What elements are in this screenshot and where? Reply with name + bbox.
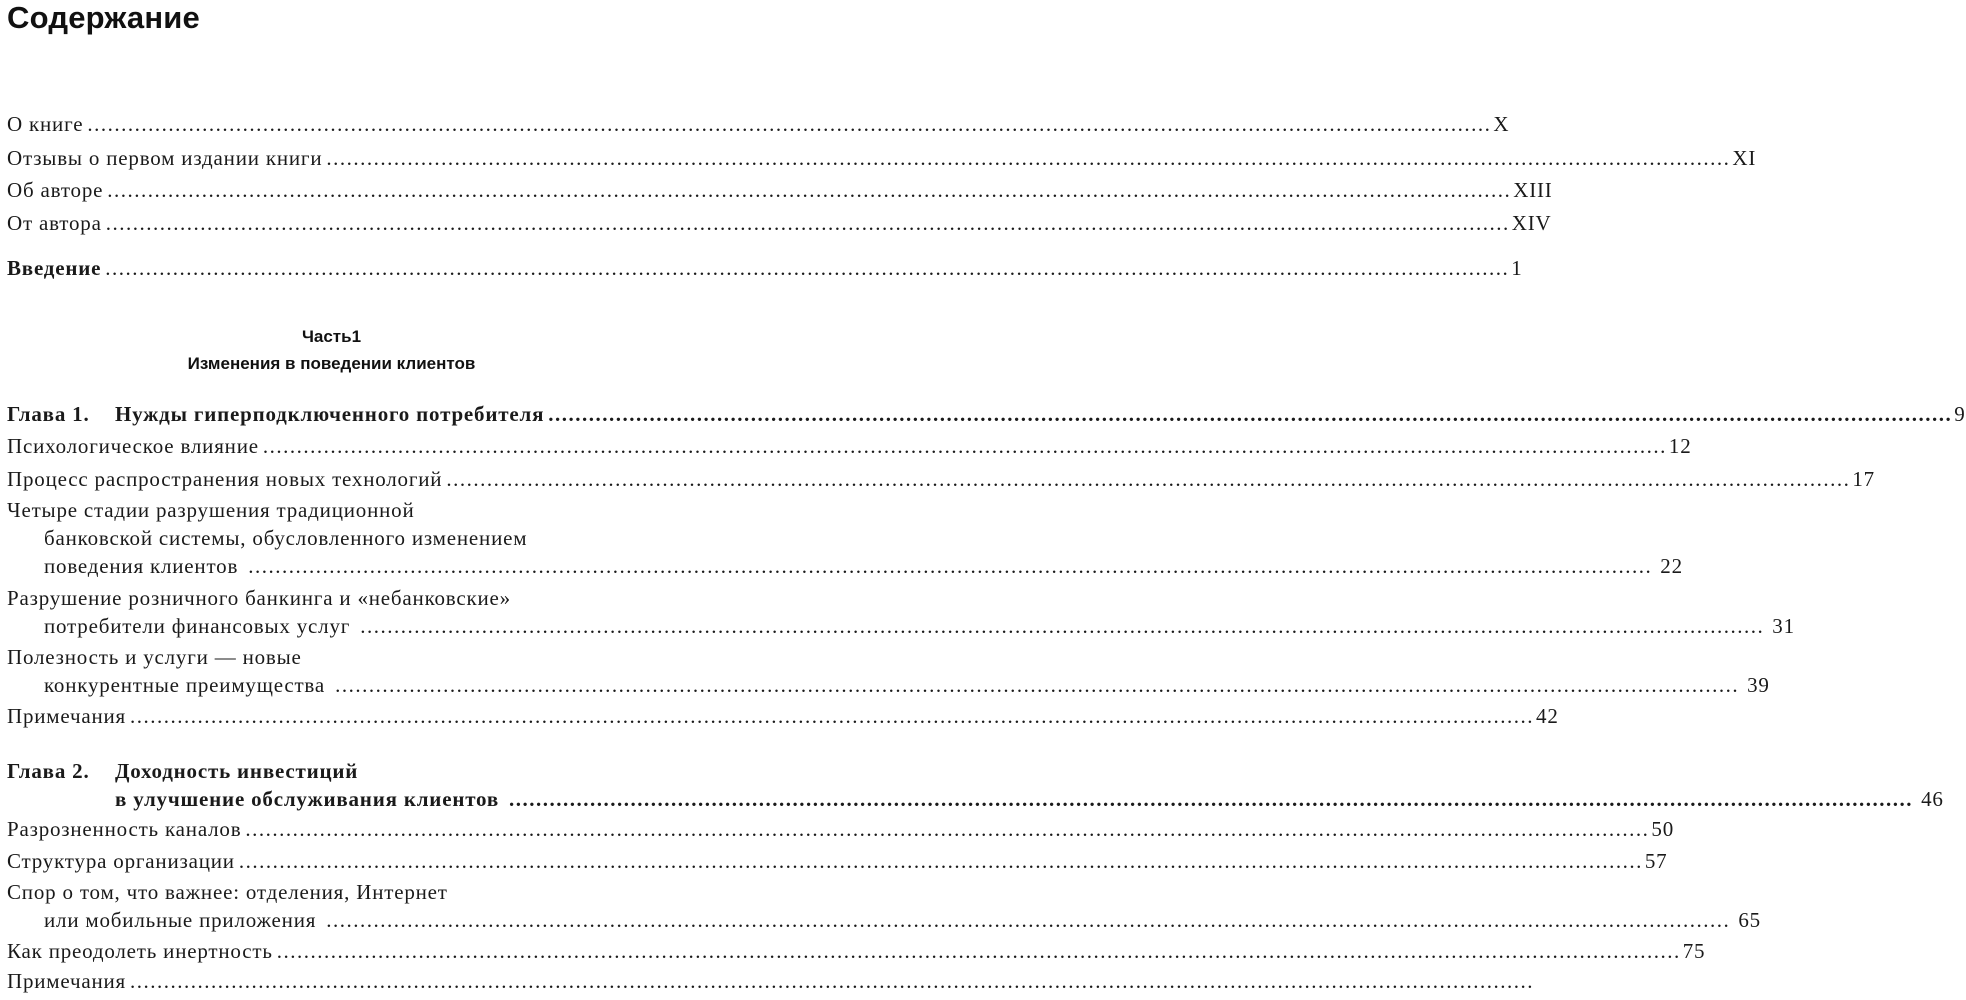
toc-entry-section[interactable] <box>7 643 1770 699</box>
page-title: Содержание <box>7 0 200 35</box>
toc-entry-section[interactable] <box>7 432 1692 460</box>
toc-entry-title: Примечания <box>7 969 127 993</box>
toc-page-number: 39 <box>1747 673 1770 697</box>
toc-entry-title: Введение <box>7 256 102 280</box>
toc-page-number: 17 <box>1852 467 1875 491</box>
toc-entry-title-line: или мобильные приложения <box>44 908 317 932</box>
chapter-title: Нужды гиперподключенного потребителя <box>115 402 545 426</box>
toc-entry-about-book[interactable] <box>7 110 1510 138</box>
chapter-number: Глава 1. <box>7 402 90 426</box>
toc-entry-title-line: Четыре стадии разрушения традиционной <box>7 498 415 522</box>
dot-leader <box>326 908 1730 932</box>
toc-entry-title-line: конкурентные преимущества <box>44 673 325 697</box>
toc-page-number: 65 <box>1738 908 1761 932</box>
toc-entry-section[interactable] <box>7 815 1675 843</box>
dot-leader <box>509 787 1913 811</box>
dot-leader <box>107 176 1511 204</box>
toc-entry-title: Примечания <box>7 704 127 728</box>
toc-entry-section[interactable] <box>7 847 1668 875</box>
toc-entry-title: О книге <box>7 112 84 136</box>
dot-leader <box>105 254 1509 282</box>
toc-entry-title: Структура организации <box>7 849 235 873</box>
part-label: Часть1 <box>301 327 362 346</box>
toc-page-number: 22 <box>1660 554 1683 578</box>
toc-entry-title: Как преодолеть инертность <box>7 939 273 963</box>
toc-entry-reviews[interactable] <box>7 144 1757 172</box>
toc-page-number: 31 <box>1772 614 1795 638</box>
toc-page-number: 46 <box>1921 787 1944 811</box>
dot-leader <box>548 400 1952 428</box>
toc-entry-title: Отзывы о первом издании книги <box>7 146 323 170</box>
dot-leader <box>106 209 1510 237</box>
toc-page-number: 75 <box>1682 939 1706 963</box>
dot-leader <box>130 967 1534 995</box>
toc-page-number: 42 <box>1536 704 1559 728</box>
toc-entry-section[interactable] <box>7 465 1875 493</box>
toc-entry-chapter-1[interactable] <box>7 400 1966 428</box>
toc-entry-title: Об авторе <box>7 178 104 202</box>
toc-page-number: 12 <box>1668 434 1692 458</box>
toc-entry-title-line: Разрушение розничного банкинга и «небанковские» <box>7 586 511 610</box>
toc-entry-title: Процесс распространения новых технологий <box>7 467 443 491</box>
dot-leader <box>245 815 1649 843</box>
toc-entry-title-line: потребители финансовых услуг <box>44 614 351 638</box>
toc-entry-title-line: банковской системы, обусловленного изменением <box>44 526 528 550</box>
toc-page-number: XIV <box>1511 211 1552 235</box>
dot-leader <box>446 465 1850 493</box>
toc-page-number: 50 <box>1651 817 1675 841</box>
toc-page-number: XI <box>1732 146 1757 170</box>
toc-entry-title: Психологическое влияние <box>7 434 259 458</box>
toc-page-number: 1 <box>1511 256 1523 280</box>
chapter-number: Глава 2. <box>7 759 90 783</box>
toc-entry-section[interactable] <box>7 496 1683 580</box>
dot-leader <box>248 554 1652 578</box>
dot-leader <box>263 432 1667 460</box>
dot-leader <box>335 673 1739 697</box>
toc-page-number: X <box>1493 112 1510 136</box>
dot-leader <box>87 110 1491 138</box>
part-title: Изменения в поведении клиентов <box>187 354 476 373</box>
dot-leader <box>360 614 1764 638</box>
toc-entry-from-author[interactable] <box>7 209 1552 237</box>
toc-entry-title: Разрозненность каналов <box>7 817 242 841</box>
toc-entry-chapter-2[interactable] <box>7 757 1944 813</box>
dot-leader <box>130 702 1534 730</box>
toc-entry-about-author[interactable] <box>7 176 1553 204</box>
toc-entry-section[interactable] <box>7 878 1761 934</box>
toc-entry-title-line: поведения клиентов <box>44 554 239 578</box>
toc-entry-title-line: Спор о том, что важнее: отделения, Интернет <box>7 880 448 904</box>
dot-leader <box>326 144 1730 172</box>
chapter-title-line: Доходность инвестиций <box>115 759 359 783</box>
toc-entry-section[interactable] <box>7 937 1706 965</box>
toc-page-number: XIII <box>1513 178 1553 202</box>
toc-page-number: 9 <box>1954 402 1966 426</box>
toc-page-number: 57 <box>1644 849 1668 873</box>
toc-entry-title-line: Полезность и услуги — новые <box>7 645 302 669</box>
toc-entry-notes[interactable] <box>7 967 656 995</box>
toc-entry-introduction[interactable] <box>7 254 1523 282</box>
dot-leader <box>239 847 1643 875</box>
toc-entry-title: От автора <box>7 211 102 235</box>
toc-entry-notes[interactable] <box>7 702 1559 730</box>
toc-entry-section[interactable] <box>7 584 1795 640</box>
dot-leader <box>277 937 1681 965</box>
chapter-title-line: в улучшение обслуживания клиентов <box>115 787 499 811</box>
